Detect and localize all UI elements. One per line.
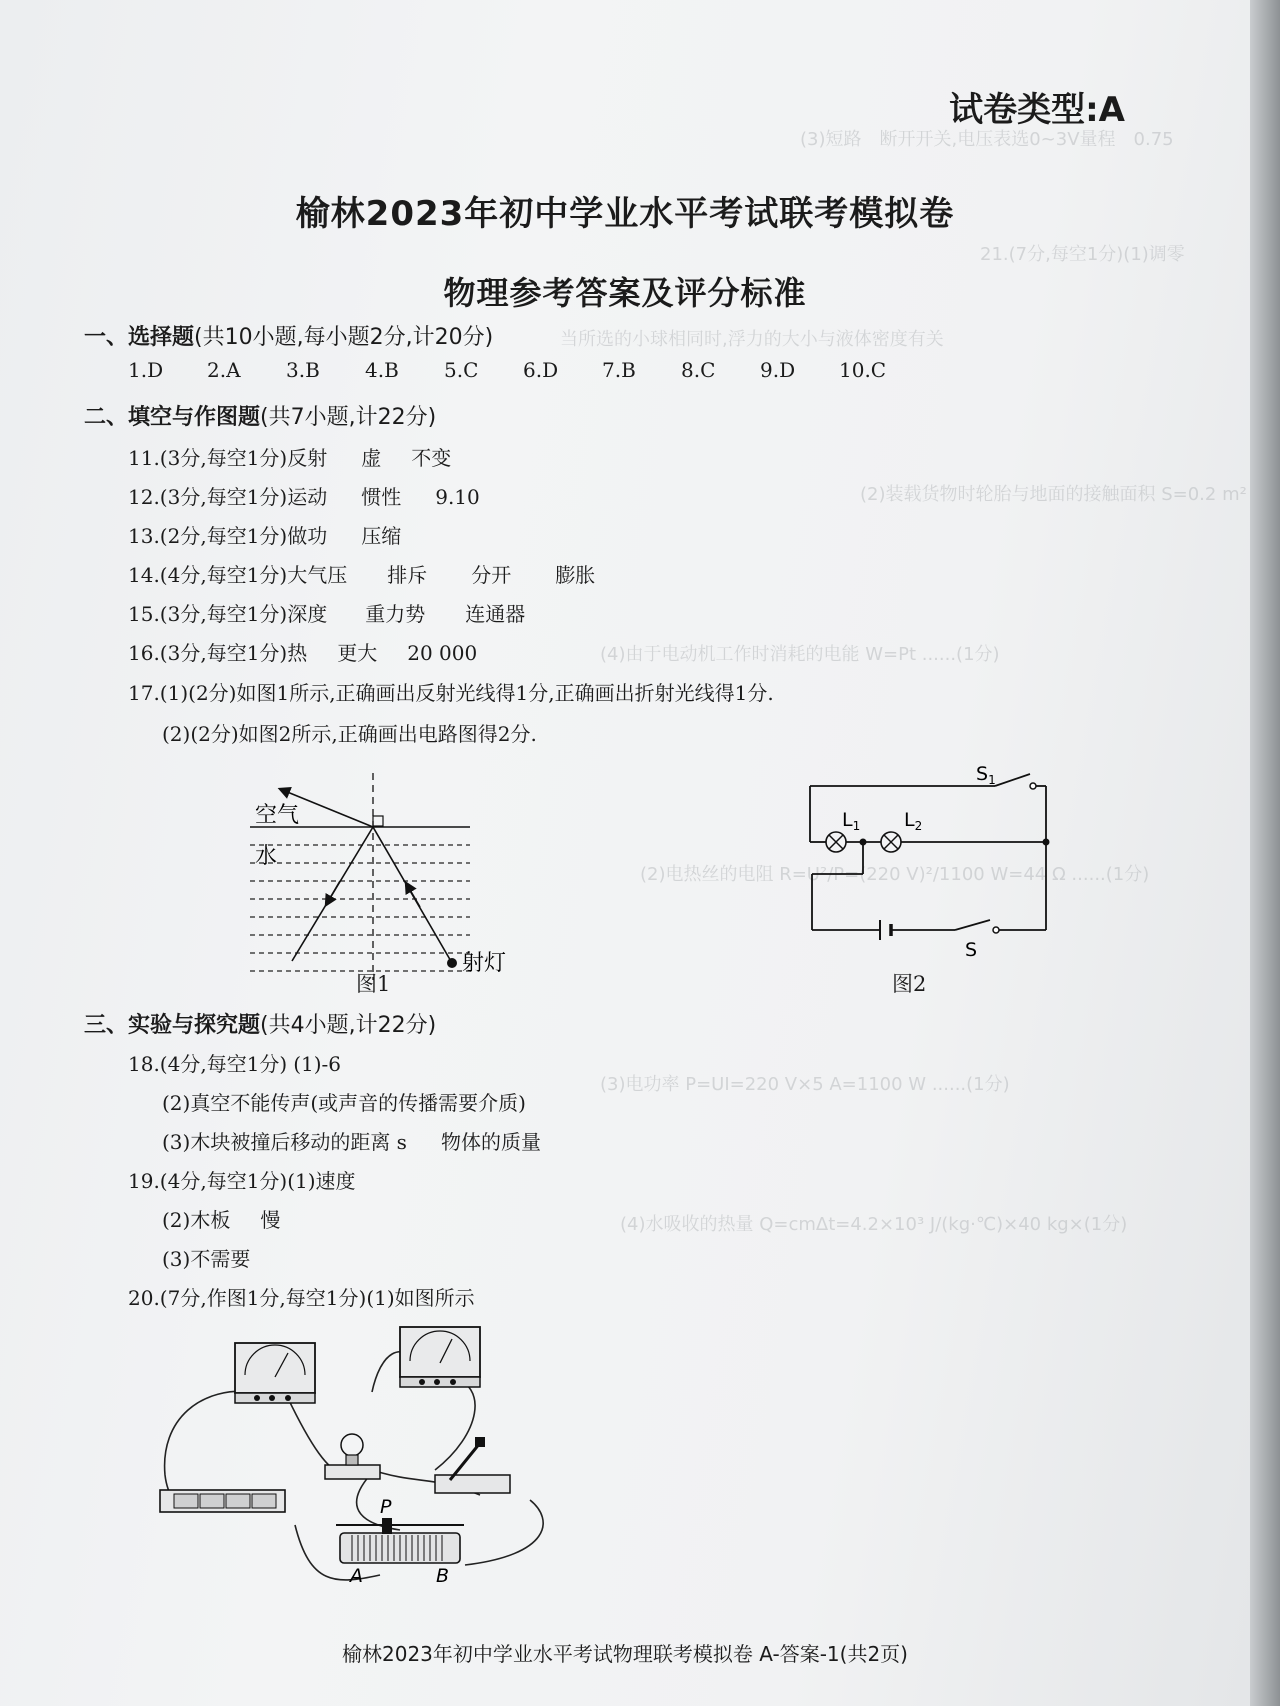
bleed-through-text: (4)水吸收的热量 Q=cmΔt=4.2×10³ J/(kg·℃)×40 kg×(1分) bbox=[620, 1214, 1128, 1235]
q11-line bbox=[128, 442, 451, 471]
page-edge-shadow bbox=[1250, 0, 1280, 1706]
label-water: 水 bbox=[255, 844, 278, 869]
paper-type-label: 试卷类型:A bbox=[949, 90, 1125, 130]
label-b: B bbox=[436, 1565, 450, 1587]
label-l1: $L_1$ bbox=[842, 809, 861, 833]
q14-head: 14.(4分,每空1分) bbox=[128, 563, 288, 587]
bleed-through-text: (2)电热丝的电阻 R=U²/P=(220 V)²/1100 W=44 Ω ......(1分) bbox=[640, 864, 1150, 885]
switch-s-blade bbox=[955, 920, 990, 930]
bleed-through-text: 21.(7分,每空1分)(1)调零 bbox=[980, 244, 1185, 265]
knife-switch bbox=[435, 1437, 510, 1493]
q16-answer: 20 000 bbox=[407, 641, 478, 665]
bleed-through-text: 当所选的小球相同时,浮力的大小与液体密度有关 bbox=[560, 329, 944, 350]
ammeter bbox=[235, 1343, 315, 1403]
q11-answer: 不变 bbox=[411, 446, 452, 470]
q16-head: 16.(3分,每空1分) bbox=[128, 641, 288, 665]
section1-heading bbox=[84, 320, 493, 351]
figure-3-experiment-apparatus bbox=[160, 1325, 560, 1587]
q13-answer: 做功 bbox=[287, 524, 328, 548]
q12-answer: 9.10 bbox=[435, 485, 480, 509]
q19-p1: (1)速度 bbox=[287, 1169, 356, 1193]
q17-part1: 17.(1)(2分)如图1所示,正确画出反射光线得1分,正确画出折射光线得1分. bbox=[128, 681, 774, 705]
q20-p1: (1)如图所示 bbox=[366, 1286, 475, 1310]
q13-line bbox=[128, 520, 401, 549]
page-footer: 榆林2023年初中学业水平考试物理联考模拟卷 A-答案-1(共2页) bbox=[342, 1642, 908, 1666]
bleed-through-text: (4)由于电动机工作时消耗的电能 W=Pt ......(1分) bbox=[600, 644, 1000, 665]
battery-symbol bbox=[880, 920, 891, 940]
incident-arrow bbox=[406, 883, 420, 907]
water-hatching bbox=[250, 845, 470, 971]
battery-box bbox=[160, 1490, 285, 1512]
q16-answer: 更大 bbox=[337, 641, 378, 665]
q13-answer: 压缩 bbox=[361, 524, 402, 548]
q13-head: 13.(2分,每空1分) bbox=[128, 524, 288, 548]
junction-dot bbox=[860, 839, 867, 846]
q14-answer: 排斥 bbox=[387, 563, 428, 587]
voltmeter bbox=[400, 1327, 480, 1387]
mc-answer: 3.B bbox=[286, 358, 320, 382]
label-p: P bbox=[380, 1496, 392, 1518]
q11-answer: 虚 bbox=[361, 446, 382, 470]
switch-s1-contact bbox=[1030, 783, 1036, 789]
q19-line bbox=[128, 1165, 356, 1194]
mc-answer: 2.A bbox=[207, 358, 241, 382]
figure-2-circuit-diagram bbox=[800, 760, 1060, 960]
q14-answer: 膨胀 bbox=[555, 563, 596, 587]
lamp-l1-symbol bbox=[826, 832, 846, 852]
bleed-through-text: (3)电功率 P=UI=220 V×5 A=1100 W ......(1分) bbox=[600, 1074, 1010, 1095]
section2-heading-note: (共7小题,计22分) bbox=[260, 405, 437, 430]
section1-heading-text: 一、选择题 bbox=[84, 325, 195, 350]
q15-line bbox=[128, 598, 525, 627]
q15-answer: 连通器 bbox=[465, 602, 526, 626]
q18-p3-answer: (3)木块被撞后移动的距离 s bbox=[162, 1130, 407, 1154]
section3-heading-text: 三、实验与探究题 bbox=[84, 1013, 261, 1038]
q15-head: 15.(3分,每空1分) bbox=[128, 602, 288, 626]
q18-line bbox=[128, 1048, 341, 1077]
mc-answer: 8.C bbox=[681, 358, 716, 382]
mc-answer: 7.B bbox=[602, 358, 636, 382]
sliding-rheostat bbox=[336, 1518, 464, 1563]
q19-p3: (3)不需要 bbox=[162, 1247, 251, 1271]
switch-s-contact bbox=[993, 927, 999, 933]
label-spotlight: 射灯 bbox=[462, 951, 507, 976]
reflected-arrow bbox=[326, 881, 340, 905]
section3-heading bbox=[84, 1008, 436, 1039]
right-angle-mark bbox=[373, 816, 383, 826]
label-a: A bbox=[350, 1565, 363, 1587]
spotlight-point bbox=[447, 958, 457, 968]
label-l2: $L_2$ bbox=[904, 809, 923, 833]
q12-line bbox=[128, 481, 480, 510]
label-air: 空气 bbox=[255, 803, 300, 828]
label-s: S bbox=[965, 939, 978, 961]
q15-answer: 深度 bbox=[287, 602, 328, 626]
q16-line bbox=[128, 637, 477, 666]
q18-head: 18.(4分,每空1分) bbox=[128, 1052, 288, 1076]
mc-answer: 6.D bbox=[523, 358, 559, 382]
section3-heading-note: (共4小题,计22分) bbox=[260, 1013, 437, 1038]
q14-answer: 分开 bbox=[471, 563, 512, 587]
q17-part2: (2)(2分)如图2所示,正确画出电路图得2分. bbox=[162, 722, 537, 746]
q11-head: 11.(3分,每空1分) bbox=[128, 446, 288, 470]
bulb-on-holder bbox=[325, 1434, 380, 1479]
q18-p3 bbox=[162, 1126, 541, 1155]
mc-answer-row bbox=[128, 358, 918, 382]
q20-head: 20.(7分,作图1分,每空1分) bbox=[128, 1286, 367, 1310]
main-title: 榆林2023年初中学业水平考试联考模拟卷 bbox=[295, 194, 955, 234]
q19-p2-answer: (2)木板 bbox=[162, 1208, 231, 1232]
section1-heading-note: (共10小题,每小题2分,计20分) bbox=[194, 325, 494, 350]
figure-2-caption: 图2 bbox=[892, 972, 927, 996]
q16-answer: 热 bbox=[287, 641, 308, 665]
q20-line bbox=[128, 1282, 475, 1311]
q11-answer: 反射 bbox=[287, 446, 328, 470]
q15-answer: 重力势 bbox=[365, 602, 426, 626]
q18-p3-answer: 物体的质量 bbox=[440, 1130, 541, 1154]
switch-s1-blade bbox=[995, 774, 1030, 786]
q14-line bbox=[128, 559, 595, 588]
label-s1: $S_1$ bbox=[976, 763, 996, 787]
figure-1-caption: 图1 bbox=[356, 972, 391, 996]
section2-heading bbox=[84, 400, 436, 431]
figure-1-light-diagram bbox=[240, 765, 507, 995]
q19-p2 bbox=[162, 1204, 280, 1233]
section2-heading-text: 二、填空与作图题 bbox=[84, 405, 261, 430]
q12-answer: 惯性 bbox=[361, 485, 402, 509]
mc-answer: 4.B bbox=[365, 358, 399, 382]
q19-p2-answer: 慢 bbox=[260, 1208, 281, 1232]
q12-answer: 运动 bbox=[287, 485, 328, 509]
q19-head: 19.(4分,每空1分) bbox=[128, 1169, 288, 1193]
q18-p1: (1)-6 bbox=[293, 1052, 342, 1076]
subtitle: 物理参考答案及评分标准 bbox=[443, 274, 807, 312]
bleed-through-text: (3)短路 断开开关,电压表选0~3V量程 0.75 bbox=[800, 129, 1174, 150]
mc-answer: 9.D bbox=[760, 358, 796, 382]
q14-answer: 大气压 bbox=[287, 563, 348, 587]
junction-dot bbox=[1043, 839, 1050, 846]
mc-answer: 1.D bbox=[128, 358, 164, 382]
q18-p2: (2)真空不能传声(或声音的传播需要介质) bbox=[162, 1091, 526, 1115]
mc-answer: 10.C bbox=[839, 358, 887, 382]
bleed-through-text: (2)装载货物时轮胎与地面的接触面积 S=0.2 m² bbox=[860, 484, 1247, 505]
lamp-l2-symbol bbox=[881, 832, 901, 852]
q12-head: 12.(3分,每空1分) bbox=[128, 485, 288, 509]
mc-answer: 5.C bbox=[444, 358, 479, 382]
